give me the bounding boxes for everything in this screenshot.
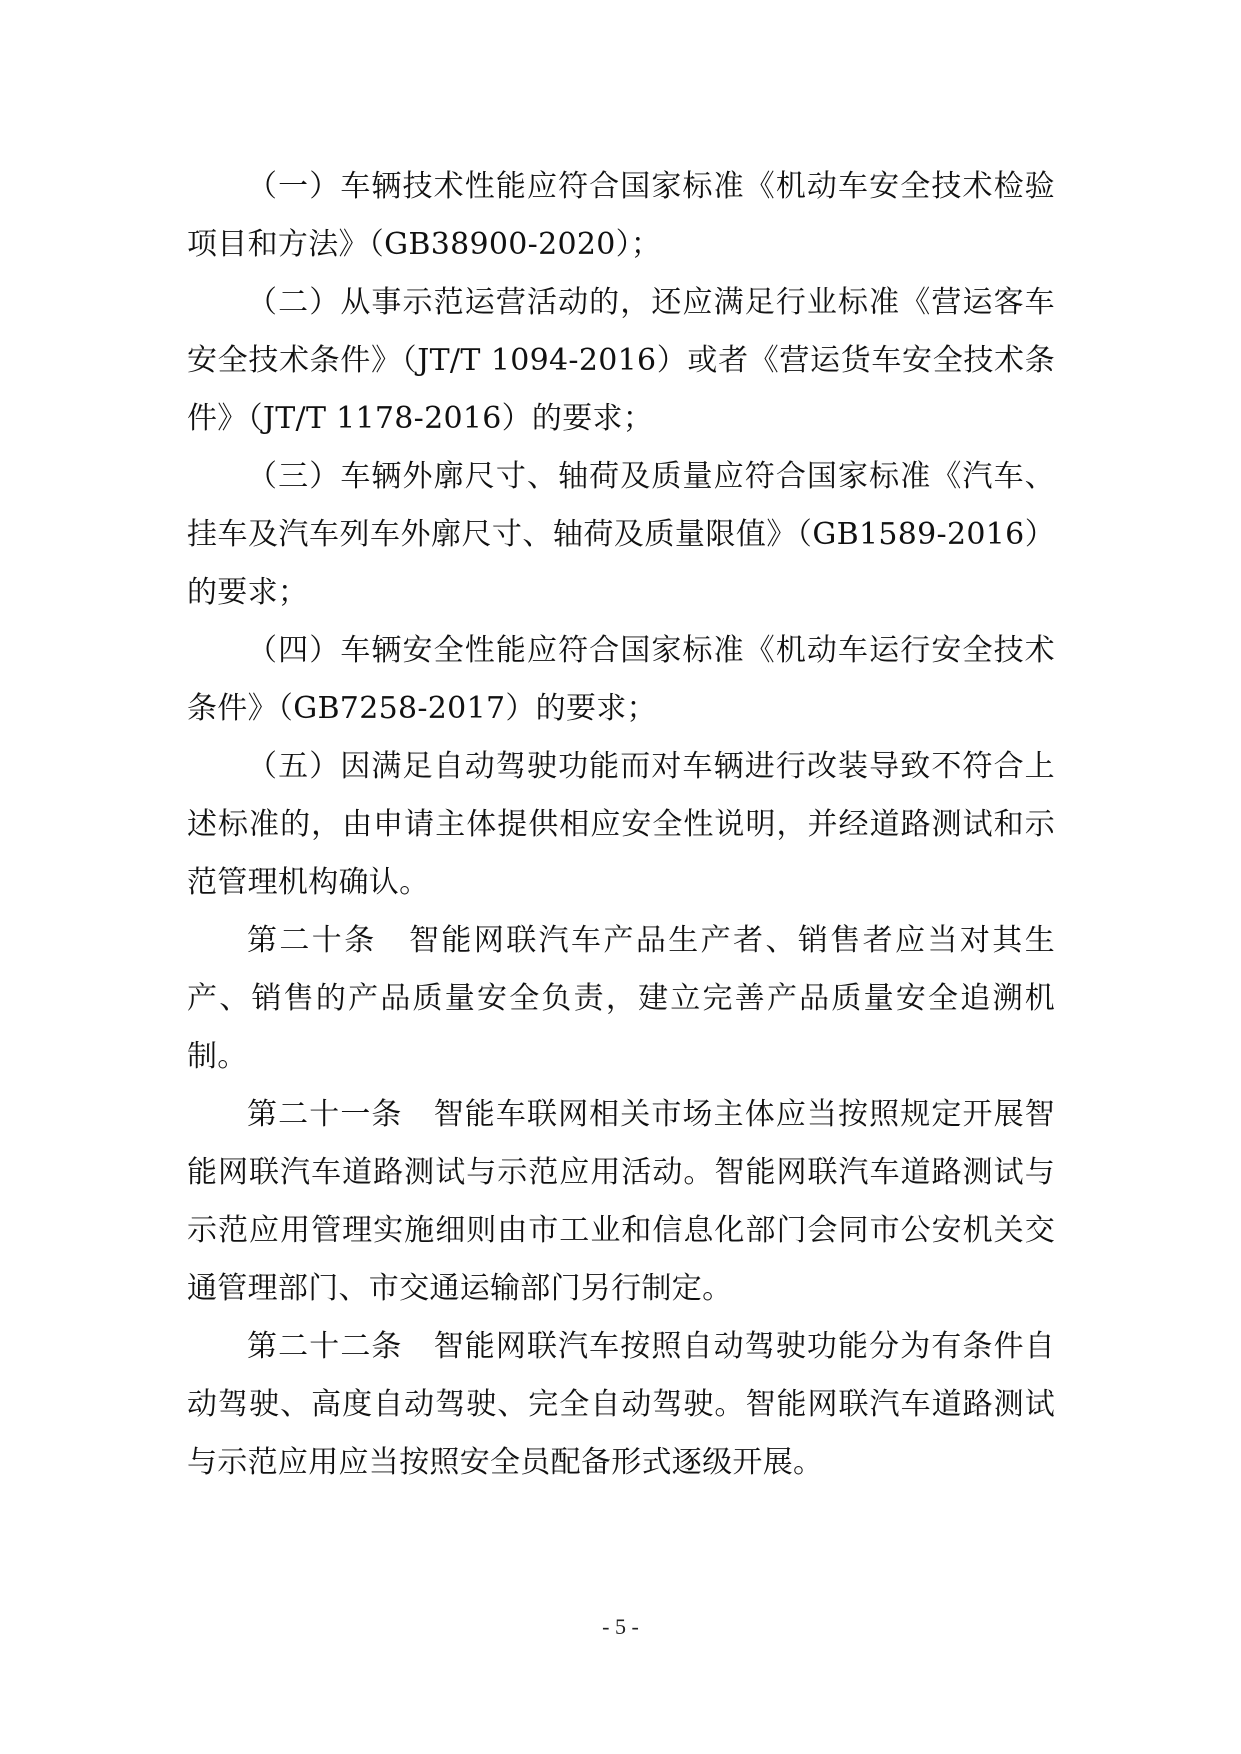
article-22: 第二十二条 智能网联汽车按照自动驾驶功能分为有条件自动驾驶、高度自动驾驶、完全自动驾驶。智能网联汽车道路测试与示范应用应当按照安全员配备形式逐级开展。: [187, 1329, 1055, 1480]
article-20: 第二十条 智能网联汽车产品生产者、销售者应当对其生产、销售的产品质量安全负责，建立完善产品质量安全追溯机制。: [187, 923, 1055, 1074]
paragraph-requirement-5: （五）因满足自动驾驶功能而对车辆进行改装导致不符合上述标准的，由申请主体提供相应安全性说明，并经道路测试和示范管理机构确认。: [187, 749, 1055, 900]
document-body: [187, 158, 1055, 1492]
paragraph-requirement-4: （四）车辆安全性能应符合国家标准《机动车运行安全技术条件》（GB7258-2017）的要求；: [187, 633, 1055, 726]
paragraph-requirement-3: （三）车辆外廓尺寸、轴荷及质量应符合国家标准《汽车、挂车及汽车列车外廓尺寸、轴荷及质量限值》（GB1589-2016）的要求；: [187, 459, 1055, 610]
page-number: - 5 -: [602, 1614, 639, 1639]
paragraph-requirement-1: （一）车辆技术性能应符合国家标准《机动车安全技术检验项目和方法》（GB38900-2020）；: [187, 169, 1055, 262]
paragraph-requirement-2: （二）从事示范运营活动的，还应满足行业标准《营运客车安全技术条件》（JT/T 1094-2016）或者《营运货车安全技术条件》（JT/T 1178-2016）的要求；: [187, 285, 1055, 436]
article-21: 第二十一条 智能车联网相关市场主体应当按照规定开展智能网联汽车道路测试与示范应用活动。智能网联汽车道路测试与示范应用管理实施细则由市工业和信息化部门会同市公安机关交通管理部门、市交通运输部门另行制定。: [187, 1097, 1055, 1306]
